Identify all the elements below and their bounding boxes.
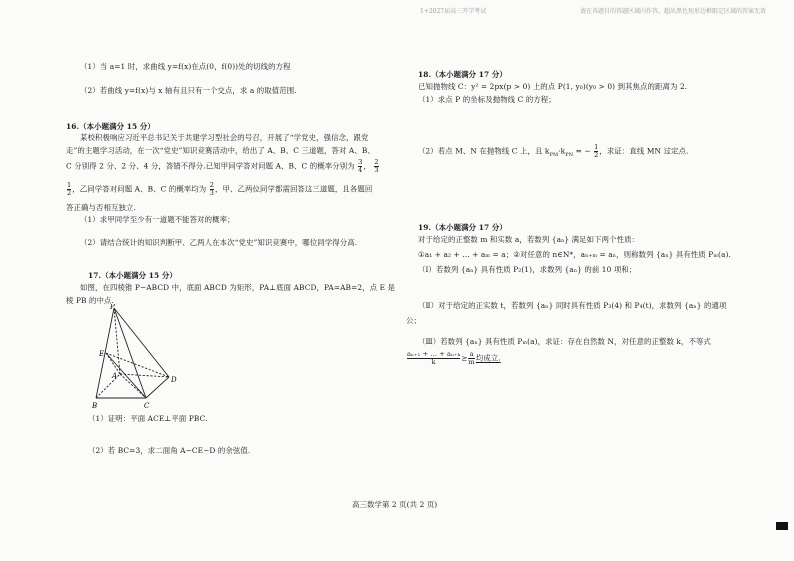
q16-line4: $\frac{1}{2}$ ，乙同学答对问题 A、B、C 的概率均为 $\frac{2}{3}$ ，甲、乙两位同学都需回答这三道题，且各题回 <box>67 181 373 197</box>
q19-inequality: $\frac{\text{aₙ₊₁ + … + aₙ₊ₖ}}{k}$ ≥ $\frac{a}{m}$ 均成立. <box>407 350 501 366</box>
q15-part1: （1）当 a=1 时，求曲线 y=f(x)在点(0，f(0))处的切线的方程 <box>80 62 291 71</box>
label-D: D <box>171 376 177 384</box>
q17-line2: 棱 PB 的中点. <box>66 296 114 305</box>
q19-line2: ①a₁ + a₂ + … + aₘ = a；②对任意的 n∈N*，aₙ₊ₘ = aₙ，则称数列 {aₙ} 具有性质 Pₘ(a). <box>418 250 731 259</box>
label-P: P <box>110 304 115 311</box>
q17-line1: 如图，在四棱锥 P−ABCD 中，底面 ABCD 为矩形，PA⊥底面 ABCD，PA=AB=2，点 E 是 <box>80 283 396 292</box>
edge-PA <box>114 308 120 374</box>
q17-heading: 17.（本小题满分 15 分） <box>88 271 177 280</box>
q18-heading: 18.（本小题满分 17 分） <box>418 70 507 79</box>
header-left: 1+2027届高三开学考试 <box>420 8 487 15</box>
pyramid-figure <box>86 304 186 412</box>
fraction-2-3: $\frac{2}{3}$ <box>374 158 379 174</box>
q19-line1: 对于给定的正整数 m 和实数 a，若数列 {aₙ} 满足如下两个性质： <box>418 235 640 244</box>
q19-sub1: （Ⅰ）若数列 {aₙ} 具有性质 P₂(1)，求数列 {aₙ} 的前 10 项和； <box>418 265 637 274</box>
label-B: B <box>92 402 98 410</box>
q16-line3: C 分别得 2 分、2 分、4 分，答错不得分.已知甲同学答对问题 A、B、C 的概率分别为 $\frac{3}{4}$ ， $\frac{2}{3}$ <box>66 158 379 174</box>
edge-EA <box>106 353 120 374</box>
q16-heading: 16.（本小题满分 15 分） <box>66 122 155 131</box>
q15-part2: （2）若曲线 y=f(x)与 x 轴有且只有一个交点，求 a 的取值范围. <box>80 86 297 95</box>
edge-PC <box>114 308 146 398</box>
fraction-1-2: $\frac{1}{2}$ <box>67 181 72 197</box>
page-footer: 高三数学第 2 页(共 2 页) <box>352 500 438 509</box>
q19-sub3: （Ⅲ）若数列 {aₙ} 具有性质 Pₘ(a)，求证：存在自然数 N，对任意的正整数 k，不等式 <box>418 337 711 346</box>
q18-sub2: （2）若点 M、N 在抛物线 C 上，且 $k_{PM}\cdot k_{PN}$ = − $\frac{1}{2}$ ，求证：直线 MN 过定点. <box>418 143 689 159</box>
fraction-2-3-b: $\frac{2}{3}$ <box>209 181 215 197</box>
q19-sub2-cont: 公； <box>406 316 421 325</box>
q18-line1: 已知抛物线 C：y² = 2px(p > 0) 上的点 P(1, y₀)(y₀ > 0) 到其焦点的距离为 2. <box>418 82 688 91</box>
q19-sub2: （Ⅱ）对于给定的正实数 t，若数列 {aₙ} 同时具有性质 P₃(4) 和 P₄(t)，求数列 {aₙ} 的通项 <box>418 301 727 310</box>
fraction-3-4: $\frac{3}{4}$ <box>358 158 363 174</box>
q16-line5: 答正确与否相互独立. <box>66 203 136 212</box>
label-A: A <box>112 372 118 380</box>
scan-marker <box>776 522 788 530</box>
q16-line1: 某校积极响应习近平总书记关于共建学习型社会的号召，开展了“学党史，强信念，跟党 <box>80 133 369 142</box>
q18-sub1: （1）求点 P 的坐标及抛物线 C 的方程； <box>418 95 556 104</box>
q17-sub1: （1）证明：平面 ACE⊥平面 PBC. <box>88 414 208 423</box>
fraction-1-2-q18: $\frac{1}{2}$ <box>594 143 599 159</box>
q17-sub2: （2）若 BC=3，求二面角 A−CE−D 的余弦值. <box>88 446 251 455</box>
q16-sub2: （2）请结合统计的知识判断甲、乙两人在本次“党史”知识竞赛中，哪位同学得分高. <box>80 238 358 247</box>
label-C: C <box>144 402 150 410</box>
edge-CD <box>146 377 169 398</box>
label-E: E <box>99 350 105 358</box>
q16-line2: 走”的主题学习活动，在一次“党史”知识竞赛活动中，给出了 A、B、C 三道题，答对 A、B、 <box>66 146 375 155</box>
header-notice: 请在各题目的答题区域内作答，超出黑色矩形边框限定区域的答案无效 <box>580 8 767 15</box>
q16-sub1: （1）求甲同学至少有一道题不能答对的概率； <box>80 215 235 224</box>
q19-heading: 19.（本小题满分 17 分） <box>418 223 507 232</box>
